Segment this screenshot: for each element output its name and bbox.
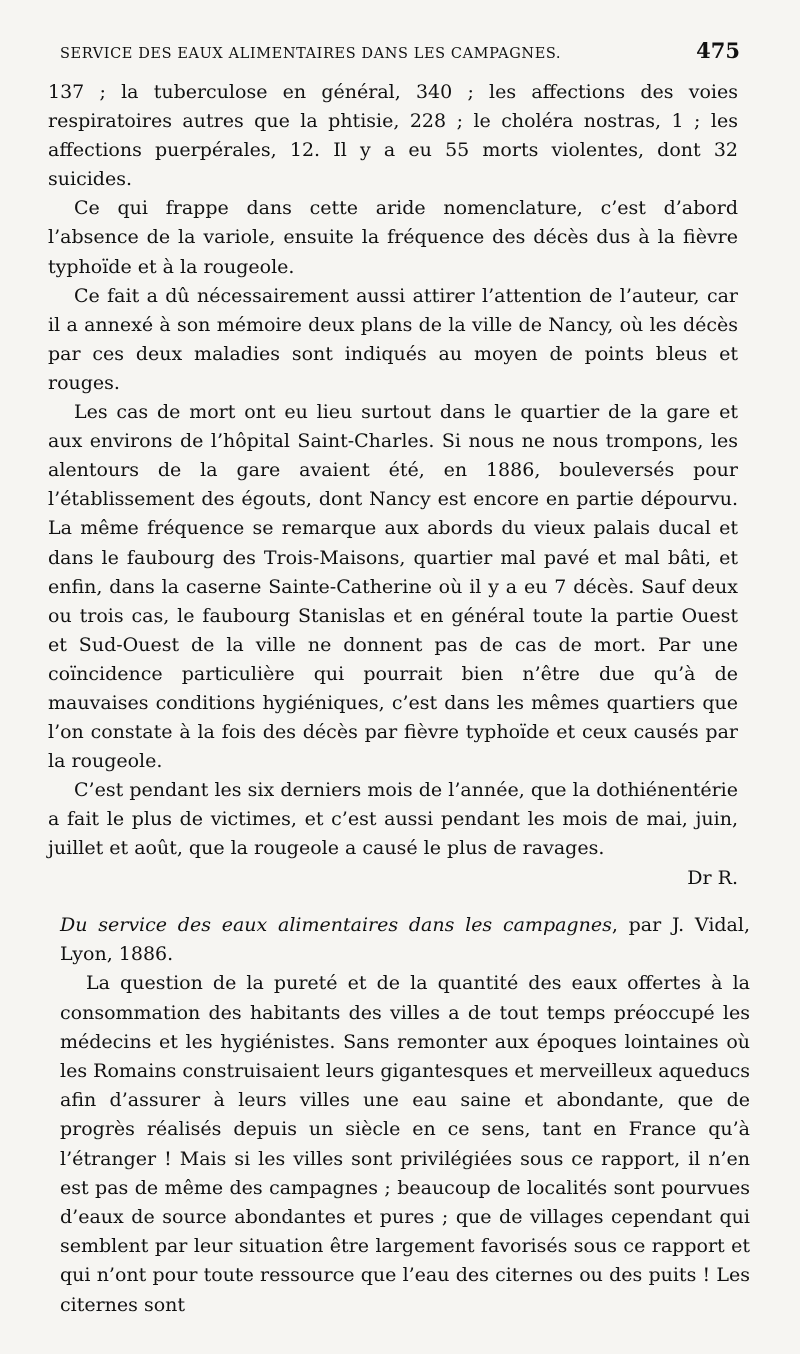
review-title: Du service des eaux alimentaires dans les campagnes (60, 914, 612, 936)
article-body (48, 78, 738, 893)
review-heading (60, 911, 750, 969)
running-title: SERVICE DES EAUX ALIMENTAIRES DANS LES CAMPAGNES. (60, 46, 562, 62)
signature (48, 864, 738, 893)
paragraph: Ce qui frappe dans cette aride nomenclature, c’est d’abord l’absence de la variole, ensuite la fréquence des décès dus à la fièvre typhoïde et à la rougeole. (48, 197, 738, 278)
paragraph-continued: 137 ; la tuberculose en général, 340 ; les affections des voies respiratoires autres que la phtisie, 228 ; le choléra nostras, 1 ; les affections puerpérales, 12. Il y a eu 55 morts violentes, dont 32 suicides. (48, 81, 738, 191)
review-citation: , par J. Vidal, Lyon, 1886. (60, 914, 750, 966)
review-section (60, 911, 750, 1320)
review-paragraph: La question de la pureté et de la quantité des eaux offertes à la consommation des habitants des villes a de tout temps préoccupé les médecins et les hygiénistes. Sans remonter aux époques lointaines où les Romains construisaient leurs gigantesques et merveilleux aqueducs afin d’assurer à leurs villes une eau saine et abondante, que de progrès réalisés depuis un siècle en ce sens, tant en France qu’à l’étranger ! Mais si les villes sont privilégiées sous ce rapport, il n’en est pas de même des campagnes ; beaucoup de localités sont pourvues d’eaux de source abondantes et pures ; que de villages cependant qui semblent par leur situation être largement favorisés sous ce rapport et qui n’ont pour toute ressource que l’eau des citernes ou des puits ! Les citernes sont (60, 972, 750, 1316)
paragraph: C’est pendant les six derniers mois de l’année, que la dothiénentérie a fait le plus de victimes, et c’est aussi pendant les mois de mai, juin, juillet et août, que la rougeole a causé le plus de ravages. (48, 779, 738, 860)
paragraph: Ce fait a dû nécessairement aussi attirer l’attention de l’auteur, car il a annexé à son mémoire deux plans de la ville de Nancy, où les décès par ces deux maladies sont indiqués au moyen de points bleus et rouges. (48, 284, 738, 394)
page-number: 475 (696, 38, 740, 63)
paragraph: Les cas de mort ont eu lieu surtout dans le quartier de la gare et aux environs de l’hôpital Saint-Charles. Si nous ne nous trompons, les alentours de la gare avaient été, en 1886, bouleversés pour l’établissement des égouts, dont Nancy est encore en partie dépourvu. La même fréquence se remarque aux abords du vieux palais ducal et dans le faubourg des Trois-Maisons, quartier mal pavé et mal bâti, et enfin, dans la caserne Sainte-Catherine où il y a eu 7 décès. Sauf deux ou trois cas, le faubourg Stanislas et en général toute la partie Ouest et Sud-Ouest de la ville ne donnent pas de cas de mort. Par une coïncidence particulière qui pourrait bien n’être due qu’à de mauvaises conditions hygiéniques, c’est dans les mêmes quartiers que l’on constate à la fois des décès par fièvre typhoïde et ceux causés par la rougeole. (48, 401, 738, 773)
signature-name: Dr R. (687, 866, 738, 889)
page-header (60, 38, 740, 63)
